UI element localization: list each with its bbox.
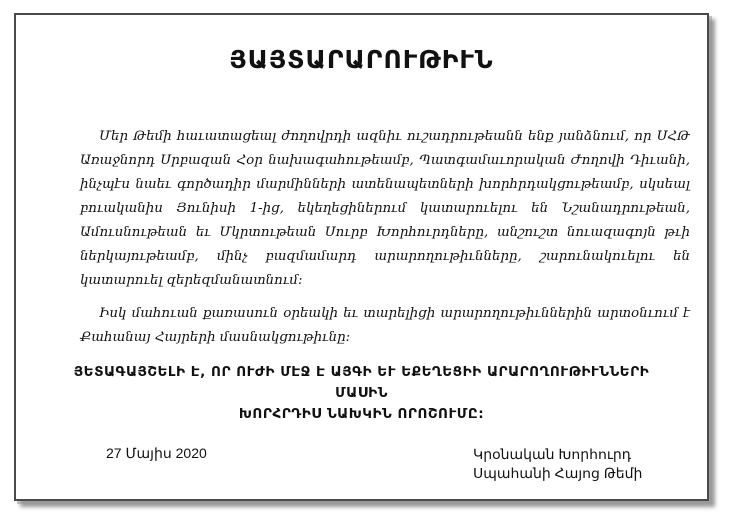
signature-block bbox=[473, 445, 642, 483]
signature-line-1: Կրօնական Խորհուրդ bbox=[473, 446, 632, 462]
signature-line-2: Սպահանի Հայոց Թեմի bbox=[473, 465, 643, 481]
announcement-page bbox=[14, 13, 709, 501]
decision-line-1: ՅԵՏԱԳԱՅՇԵԼԻ Է, ՈՐ ՈՒԺԻ ՄԷՋ Է ԱՅԳԻ ԵՒ ԵՔԵՂԵՑԻԻ ԱՐԱՐՈՂՈՒԹԻՒՆՆԵՐԻ ՄԱՍԻՆ bbox=[73, 364, 650, 401]
body-paragraph-1: Մեր Թեմի հաւատացեալ ժողովրդի ազնիւ ուշադրութեանն ենք յանձնում, որ ՍՀԹ Առաջնորդ Սրբազան Հօր նախագահութեամբ, Պատգամաւորական Ժողովի Դիւանի, ինչպէս նաեւ գործադիր մարմինների ատենապետների խորհրդակցութեամբ, սկսեալ բուականիս Յունիսի 1-ից, եկեղեցիներում կատարուելու են Նշանադրութեան, Ամուսնութեան եւ Մկրտութեան Սուրբ Խորհուրդները, անշուշտ նուազագոյն թւի ներկայութեամբ, մինչ բազմամարդ արարողութիւնները, շարունակուելու են կատարուել զերեզմանատնում: bbox=[80, 129, 690, 288]
document-date: 27 Մայիս 2020 bbox=[106, 445, 207, 461]
decision-line-2: ԽՈՐՀՐԴԻՍ ՆԱԽԿԻՆ ՈՐՈՇՈՒՄԸ: bbox=[238, 406, 485, 422]
decision-statement bbox=[46, 362, 677, 425]
body-paragraph-2: Իսկ մահուան քառասուն օրեակի եւ տարելիցի արարողութիւններին արտօնւում է Քահանայ Հայրերի մասնակցութիւնը: bbox=[80, 306, 690, 345]
document-title: ՅԱՅՏԱՐԱՐՈՒԹԻՒՆ bbox=[229, 45, 494, 74]
